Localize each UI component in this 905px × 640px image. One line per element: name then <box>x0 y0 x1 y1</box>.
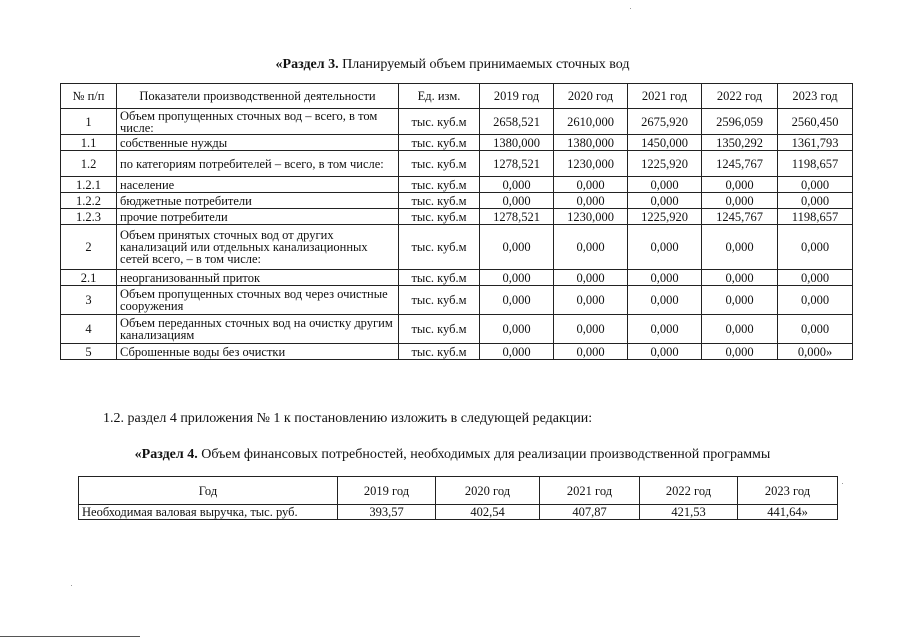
table-cell: 0,000 <box>554 225 628 270</box>
table-header-cell: 2019 год <box>480 84 554 109</box>
table-cell: 0,000 <box>554 344 628 360</box>
table-cell: Объем переданных сточных вод на очистку другим канализациям <box>117 315 399 344</box>
table-cell: 0,000 <box>554 286 628 315</box>
table-cell: 2675,920 <box>628 109 702 135</box>
table-cell: 0,000 <box>480 315 554 344</box>
table-cell: 0,000 <box>778 177 853 193</box>
table-cell: тыс. куб.м <box>399 151 480 177</box>
table-cell: 1.2.1 <box>61 177 117 193</box>
table-cell: 1245,767 <box>702 151 778 177</box>
table-cell: 1278,521 <box>480 151 554 177</box>
table-cell: 0,000 <box>628 177 702 193</box>
table-header-cell: 2023 год <box>778 84 853 109</box>
table-cell: 0,000 <box>628 193 702 209</box>
table-cell: 0,000 <box>628 270 702 286</box>
table-cell: Объем пропущенных сточных вод – всего, в том числе: <box>117 109 399 135</box>
table-cell: 393,57 <box>338 505 436 520</box>
table-cell: 441,64» <box>738 505 838 520</box>
table-cell: Объем принятых сточных вод от других канализаций или отдельных канализационных сетей всего, – в том числе: <box>117 225 399 270</box>
table-cell: 1225,920 <box>628 209 702 225</box>
table-cell: тыс. куб.м <box>399 225 480 270</box>
scan-speck <box>842 483 843 484</box>
table-header-row <box>61 84 853 109</box>
section-4-title-text: Объем финансовых потребностей, необходимых для реализации производственной программы <box>197 447 771 462</box>
table-cell: прочие потребители <box>117 209 399 225</box>
table-header-cell: 2021 год <box>540 477 640 505</box>
table-cell: тыс. куб.м <box>399 315 480 344</box>
table-cell: 2 <box>61 225 117 270</box>
table-header-cell: 2020 год <box>436 477 540 505</box>
instruction-paragraph: 1.2. раздел 4 приложения № 1 к постановлению изложить в следующей редакции: <box>103 411 593 426</box>
table-cell: 0,000 <box>480 193 554 209</box>
table-cell: тыс. куб.м <box>399 109 480 135</box>
table-cell: 4 <box>61 315 117 344</box>
table-header-cell: 2019 год <box>338 477 436 505</box>
table-header-cell: № п/п <box>61 84 117 109</box>
scan-speck <box>630 8 631 9</box>
table-cell: 0,000 <box>702 270 778 286</box>
table-cell: 1.2.2 <box>61 193 117 209</box>
table-cell: 0,000 <box>702 286 778 315</box>
section-3-title-bold: «Раздел 3. <box>275 57 339 72</box>
table-cell: 3 <box>61 286 117 315</box>
table-cell: 1450,000 <box>628 135 702 151</box>
table-header-cell: 2022 год <box>640 477 738 505</box>
table-cell: Необходимая валовая выручка, тыс. руб. <box>79 505 338 520</box>
table-cell: по категориям потребителей – всего, в том числе: <box>117 151 399 177</box>
section-3-title <box>0 57 905 73</box>
table-cell: тыс. куб.м <box>399 286 480 315</box>
table-row <box>61 209 853 225</box>
table-cell: 421,53 <box>640 505 738 520</box>
table-cell: 0,000 <box>702 315 778 344</box>
table-cell: 1230,000 <box>554 209 628 225</box>
table-row <box>61 109 853 135</box>
table-cell: 0,000 <box>628 225 702 270</box>
table-cell: тыс. куб.м <box>399 270 480 286</box>
table-cell: 0,000 <box>554 270 628 286</box>
table-cell: 1.1 <box>61 135 117 151</box>
table-row <box>61 193 853 209</box>
table-cell: 0,000 <box>702 344 778 360</box>
table-cell: 0,000 <box>480 270 554 286</box>
table-cell: неорганизованный приток <box>117 270 399 286</box>
table-header-cell: 2022 год <box>702 84 778 109</box>
table-cell: 402,54 <box>436 505 540 520</box>
scan-speck <box>71 585 72 586</box>
table-cell: 0,000 <box>778 286 853 315</box>
table-cell: 1230,000 <box>554 151 628 177</box>
table-cell: 0,000 <box>554 315 628 344</box>
table-cell: бюджетные потребители <box>117 193 399 209</box>
table-row <box>61 344 853 360</box>
table-cell: 0,000 <box>778 315 853 344</box>
table-row <box>61 135 853 151</box>
table-cell: 0,000 <box>702 193 778 209</box>
table-row <box>61 315 853 344</box>
table-cell: 0,000 <box>480 344 554 360</box>
table-cell: тыс. куб.м <box>399 177 480 193</box>
table-cell: 1245,767 <box>702 209 778 225</box>
table-cell: 1.2.3 <box>61 209 117 225</box>
table-cell: 1 <box>61 109 117 135</box>
table-cell: 0,000 <box>628 315 702 344</box>
table-cell: 5 <box>61 344 117 360</box>
table-cell: 0,000 <box>778 270 853 286</box>
table-cell: 0,000 <box>480 286 554 315</box>
section-3-table <box>60 83 853 360</box>
table-cell: собственные нужды <box>117 135 399 151</box>
table-cell: Сброшенные воды без очистки <box>117 344 399 360</box>
table-header-cell: Показатели производственной деятельности <box>117 84 399 109</box>
section-4-table <box>78 476 838 520</box>
table-header-row <box>79 477 838 505</box>
table-row <box>61 177 853 193</box>
table-row <box>61 151 853 177</box>
table-cell: 1278,521 <box>480 209 554 225</box>
table-cell: 1350,292 <box>702 135 778 151</box>
table-cell: 407,87 <box>540 505 640 520</box>
table-cell: 1198,657 <box>778 209 853 225</box>
section-4-title <box>0 447 905 463</box>
table-cell: тыс. куб.м <box>399 209 480 225</box>
table-cell: 0,000 <box>628 286 702 315</box>
table-cell: тыс. куб.м <box>399 135 480 151</box>
table-cell: 0,000 <box>480 225 554 270</box>
table-cell: 1.2 <box>61 151 117 177</box>
table-cell: 0,000» <box>778 344 853 360</box>
table-cell: 1225,920 <box>628 151 702 177</box>
table-cell: 0,000 <box>554 193 628 209</box>
table-cell: 2610,000 <box>554 109 628 135</box>
table-cell: 1380,000 <box>480 135 554 151</box>
table-row <box>79 505 838 520</box>
table-header-cell: 2021 год <box>628 84 702 109</box>
table-cell: 2.1 <box>61 270 117 286</box>
table-cell: 0,000 <box>702 225 778 270</box>
table-cell: тыс. куб.м <box>399 193 480 209</box>
table-row <box>61 286 853 315</box>
footer-rule <box>0 636 140 637</box>
table-cell: 0,000 <box>778 193 853 209</box>
table-cell: 1198,657 <box>778 151 853 177</box>
table-cell: 0,000 <box>554 177 628 193</box>
table-cell: 2560,450 <box>778 109 853 135</box>
table-cell: 0,000 <box>628 344 702 360</box>
section-3-title-text: Планируемый объем принимаемых сточных вод <box>338 57 630 72</box>
table-cell: тыс. куб.м <box>399 344 480 360</box>
table-cell: 1361,793 <box>778 135 853 151</box>
table-cell: 1380,000 <box>554 135 628 151</box>
table-cell: население <box>117 177 399 193</box>
table-cell: 0,000 <box>702 177 778 193</box>
table-header-cell: Год <box>79 477 338 505</box>
table-row <box>61 225 853 270</box>
table-header-cell: 2023 год <box>738 477 838 505</box>
section-4-title-bold: «Раздел 4. <box>134 447 198 462</box>
table-cell: 2596,059 <box>702 109 778 135</box>
table-cell: 0,000 <box>480 177 554 193</box>
table-cell: 0,000 <box>778 225 853 270</box>
table-row <box>61 270 853 286</box>
table-header-cell: 2020 год <box>554 84 628 109</box>
table-cell: 2658,521 <box>480 109 554 135</box>
table-cell: Объем пропущенных сточных вод через очистные сооружения <box>117 286 399 315</box>
table-header-cell: Ед. изм. <box>399 84 480 109</box>
